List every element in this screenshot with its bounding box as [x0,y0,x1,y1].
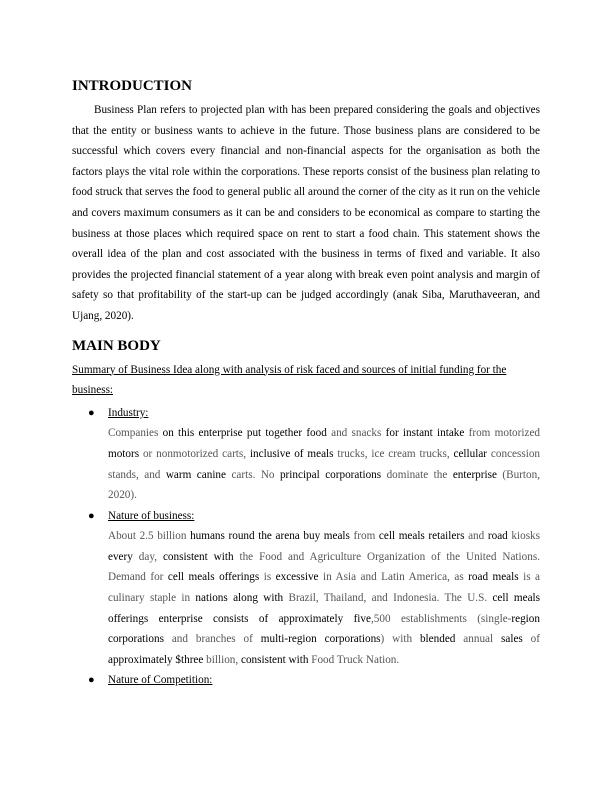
text-segment: is a culinary staple in [108,571,540,605]
text-segment: road meals [463,571,519,584]
text-segment: from [349,530,376,543]
text-segment: inclusive of meals [246,447,334,460]
text-segment: carts. No [225,468,275,481]
text-segment: or nonmotorized carts, [139,447,247,460]
text-segment: cellular [449,447,488,460]
text-segment: of [522,633,541,646]
text-segment: ) with [380,633,413,646]
bullet-icon: ● [88,674,95,687]
text-segment: day, [132,550,158,563]
list-item-nature-of-competition [72,670,540,691]
text-segment: motors [108,447,140,460]
text-segment: principal corporations [274,468,382,481]
main-body-heading: MAIN BODY [72,337,161,354]
introduction-paragraph: Business Plan refers to projected plan with has been prepared considering the goals and objectives that the entity or business wants to achieve in the future. Those business plans are considered to be successful which covers every financial and non-financial aspects for the organisation as both the factors plays the vital role within the corporations. These reports consist of the business plan relating to food struck that serves the food to general public all around the corner of the city as it run on the vehicle and covers maximum consumers as it can be and considers to be economical as compare to starting the business at those places which required space on rent to start a food chain. This statement shows the overall idea of the plan and cost associated with the business in terms of fixed and variable. It also provides the projected financial statement of a year along with break even point analysis and margin of safety so that profitability of the start-up can be judged accordingly (anak Siba, Maruthaveeran, and Ujang, 2020). [72,104,540,322]
text-segment: from motorized [464,427,541,440]
item-text [108,526,540,670]
bullet-icon: ● [88,509,95,522]
introduction-heading: INTRODUCTION [72,78,193,94]
text-segment: road [484,530,508,543]
page-content [72,76,540,691]
text-segment: every [108,550,133,563]
text-segment: region corporations [108,612,540,646]
text-segment: consistent with [157,550,234,563]
text-segment: sales [493,633,523,646]
text-segment: approximately $three [108,653,204,666]
text-segment: is [259,571,272,584]
text-segment: warm canine [160,468,226,481]
text-segment: blended [412,633,456,646]
list-item-industry [72,403,540,506]
text-segment: annual [455,633,494,646]
item-title: Industry: [108,406,149,419]
text-segment: concession stands, and [108,447,541,481]
text-segment: Brazil, Thailand, and Indonesia. The U.S. [283,592,488,605]
text-segment: consistent with [238,653,309,666]
text-segment: billion, [203,653,239,666]
bullet-list [72,403,540,691]
text-segment: Companies [108,427,159,440]
item-title: Nature of Competition: [108,674,213,687]
text-segment: About 2.5 billion [108,530,187,543]
text-segment: and [464,530,485,543]
list-item-nature-of-business [72,506,540,671]
text-segment: cell meals retailers [375,530,465,543]
item-text [108,423,540,505]
text-segment: on this enterprise put together food [158,427,327,440]
text-segment: ,500 establishments (single- [370,612,512,625]
text-segment: humans round the arena buy meals [186,530,350,543]
bullet-icon: ● [88,406,95,419]
text-segment: cell meals offerings enterprise consists of approximately five [108,592,541,625]
text-segment: kiosks [507,530,540,543]
text-segment: trucks, ice cream trucks, [333,447,450,460]
text-segment: and snacks [326,427,382,440]
item-title: Nature of business: [108,509,195,522]
text-segment: cell meals offerings [163,571,260,584]
text-segment: in Asia and Latin America, as [318,571,464,584]
text-segment: nations along with [190,592,284,605]
text-segment: Food Truck Nation. [308,653,400,666]
text-segment: dominate the [381,468,448,481]
text-segment: for instant intake [381,427,465,440]
text-segment: enterprise [447,468,497,481]
text-segment: excessive [271,571,319,584]
summary-heading: Summary of Business Idea along with analysis of risk faced and sources of initial funding for the business: [72,363,507,397]
text-segment: and branches of [163,633,253,646]
text-segment: multi-region corporations [252,633,381,646]
text-segment: (Burton, 2020). [108,468,541,502]
text-segment: the Food and Agriculture Organization of the United Nations. Demand for [108,550,540,584]
